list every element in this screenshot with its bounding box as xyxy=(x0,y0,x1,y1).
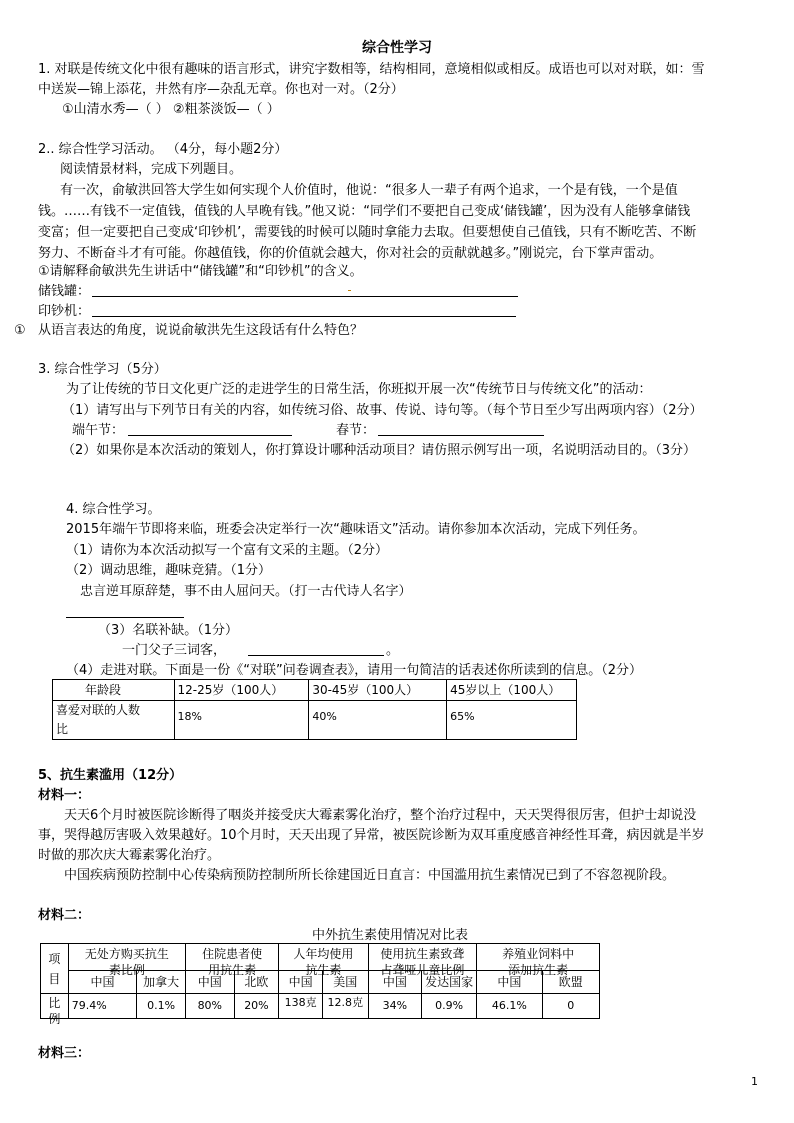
q2-sub-question-2-mark: ① xyxy=(14,323,26,338)
cell-value: 138克 xyxy=(284,996,317,1009)
q3-heading: 3. 综合性学习（5分） xyxy=(38,362,167,377)
table-row-label xyxy=(53,701,175,740)
group-header-line-2: 添加抗生素 xyxy=(508,963,569,977)
table-cell: 0.1% xyxy=(137,994,186,1019)
group-header-line-1: 无处方购买抗生 xyxy=(84,947,169,961)
table-country-cell: 美国 xyxy=(322,971,368,994)
q4-task-3: （3）名联补缺。（1分） xyxy=(98,623,239,638)
table-group-header xyxy=(368,944,477,977)
group-header-line-1: 人年均使用 xyxy=(293,947,354,961)
table-cell xyxy=(322,994,368,1019)
q1-prompts: ①山清水秀—（ ） ②粗茶淡饭—（ ） xyxy=(62,102,280,117)
q2-label-printing-press: 印钞机： xyxy=(38,304,91,319)
group-header-line-2: 占聋哑儿童比例 xyxy=(380,963,465,977)
q5-material-1-line-2: 事，哭得越厉害吸入效果越好。10个月时，天天出现了异常，被医院诊断为双耳重度感音神经性耳聋，病因就是半岁 xyxy=(38,828,705,843)
table-country-cell: 中国 xyxy=(477,971,542,994)
q4-couplet-end: 。 xyxy=(386,643,400,658)
q2-intro: 阅读情景材料，完成下列题目。 xyxy=(60,162,243,177)
table-country-cell: 中国 xyxy=(368,971,422,994)
q2-paragraph-line-4: 努力、不断奋斗才有可能。你越值钱，你的价值就会越大，你对社会的贡献就越多。”刚说完，台下掌声雷动。 xyxy=(38,246,663,261)
q5-heading: 5、抗生素滥用（12分） xyxy=(38,768,183,783)
table-cell: 65% xyxy=(447,701,577,740)
table-cell: 0 xyxy=(542,994,599,1019)
q5-material-1-label: 材料一： xyxy=(38,788,91,803)
table-country-cell xyxy=(422,971,477,994)
q4-couplet-answer-line[interactable] xyxy=(248,655,384,656)
group-header-line-2: 素比例 xyxy=(108,963,145,977)
table-group-header xyxy=(68,944,185,977)
table-country-cell: 中国 xyxy=(279,971,323,994)
q4-task-2: （2）调动思维，趣味竞猜。（1分） xyxy=(66,563,272,578)
q2-paragraph-line-3: 变富；但一定要把自己变成‘印钞机’，需要钱的时候可以随时拿能力去取。但要想使自己值钱，只有不断吃苦、不断 xyxy=(38,225,697,240)
group-header-line-2: 抗生素 xyxy=(305,963,342,977)
table-item-header xyxy=(41,944,69,994)
q4-riddle-answer-line[interactable] xyxy=(66,617,184,618)
table-cell: 80% xyxy=(186,994,235,1019)
table-ratio-header xyxy=(41,994,69,1026)
row-label-line-1: 喜爱对联的人数 xyxy=(56,703,141,717)
table-cell: 40% xyxy=(309,701,447,740)
group-header-line-1: 使用抗生素致聋 xyxy=(380,947,465,961)
q3-answer-line-dragon-boat[interactable] xyxy=(128,435,292,436)
page-title: 综合性学习 xyxy=(362,40,432,56)
item-header-line-1: 项 xyxy=(48,951,61,966)
q5-material-2-label: 材料二： xyxy=(38,908,91,923)
q3-intro: 为了让传统的节日文化更广泛的走进学生的日常生活，你班拟开展一次“传统节日与传统文化”的活动： xyxy=(66,382,652,397)
q5-table-caption: 中外抗生素使用情况对比表 xyxy=(312,928,469,943)
q2-heading: 2.. 综合性学习活动。 （4分，每小题2分） xyxy=(38,142,288,157)
q3-label-spring-festival: 春节： xyxy=(336,423,376,438)
country-name: 加拿大 xyxy=(143,975,180,989)
table-cell: 0.9% xyxy=(422,994,477,1019)
table-row xyxy=(53,701,577,740)
table-cell: 18% xyxy=(174,701,309,740)
q2-sub-question-1: ①请解释俞敏洪先生讲话中“储钱罐”和“印钞机”的含义。 xyxy=(38,264,363,279)
q2-paragraph-line-1: 有一次，俞敏洪回答大学生如何实现个人价值时，他说：“很多人一辈子有两个追求，一个是有钱，一个是值 xyxy=(60,183,678,198)
table-cell: 79.4% xyxy=(68,994,136,1019)
table-cell: 46.1% xyxy=(477,994,542,1019)
q4-riddle: 忠言逆耳原辞楚，事不由人屈问天。（打一古代诗人名字） xyxy=(80,584,412,599)
q3-sub-question-2: （2）如果你是本次活动的策划人，你打算设计哪种活动项目？请仿照示例写出一项，名说明活动目的。（3分） xyxy=(62,443,697,458)
q2-paragraph-line-2: 钱。……有钱不一定值钱，值钱的人早晚有钱。”他又说：“同学们不要把自己变成‘储钱罐’，因为没有人能够拿储钱 xyxy=(38,204,691,219)
page-number: 1 xyxy=(751,1075,758,1088)
table-header-cell: 45岁以上（100人） xyxy=(447,680,577,701)
group-header-line-2: 用抗生素 xyxy=(208,963,257,977)
table-country-cell: 中国 xyxy=(68,971,136,994)
q3-answer-line-spring-festival[interactable] xyxy=(378,435,544,436)
q4-task-4: （4）走进对联。下面是一份《“对联”问卷调查表》，请用一句简洁的话表述你所读到的信息。（2分） xyxy=(66,663,643,678)
table-country-cell xyxy=(137,971,186,994)
q1-line-1: 1. 对联是传统文化中很有趣味的语言形式，讲究字数相等，结构相同，意境相似或相反。成语也可以对对联，如：雪 xyxy=(38,62,705,77)
q1-line-2: 中送炭—锦上添花，井然有序—杂乱无章。你也对一对。（2分） xyxy=(38,82,404,97)
table-country-cell: 中国 xyxy=(186,971,235,994)
group-header-line-1: 养殖业饲料中 xyxy=(502,947,575,961)
q2-label-piggy-bank: 储钱罐： xyxy=(38,284,91,299)
q3-sub-question-1: （1）请写出与下列节日有关的内容，如传统习俗、故事、传说、诗句等。（每个节日至少写出两项内容）（2分） xyxy=(62,403,703,418)
country-name: 发达国家 xyxy=(425,975,474,989)
cell-value: 12.8克 xyxy=(327,996,364,1009)
table-header-row xyxy=(41,944,600,971)
table-header-cell: 12-25岁（100人） xyxy=(174,680,309,701)
q4-heading: 4. 综合性学习。 xyxy=(66,502,161,517)
table-group-header xyxy=(279,944,368,977)
q2-sub-question-2: 从语言表达的角度，说说俞敏洪先生这段话有什么特色？ xyxy=(38,323,364,338)
table-group-header xyxy=(186,944,279,977)
q2-answer-line-printing-press[interactable] xyxy=(92,316,516,317)
q4-intro: 2015年端午节即将来临，班委会决定举行一次“趣味语文”活动。请你参加本次活动，完成下列任务。 xyxy=(66,522,646,537)
q5-material-1-line-1: 天天6个月时被医院诊断得了咽炎并接受庆大霉素雾化治疗，整个治疗过程中，天天哭得很厉害，但护士却说没 xyxy=(64,808,697,823)
table-country-cell: 欧盟 xyxy=(542,971,599,994)
q4-task-1: （1）请你为本次活动拟写一个富有文采的主题。（2分） xyxy=(66,543,389,558)
q3-label-dragon-boat: 端午节： xyxy=(72,423,125,438)
q5-material-1-line-4: 中国疾病预防控制中心传染病预防控制所所长徐建国近日直言：中国滥用抗生素情况已到了不容忽视阶段。 xyxy=(64,868,676,883)
q5-material-1-line-3: 时做的那次庆大霉素雾化治疗。 xyxy=(38,848,221,863)
q2-answer-line-piggy-bank[interactable] xyxy=(92,296,518,297)
q4-couplet-first-half: 一门父子三词客， xyxy=(122,643,227,658)
table-header-cell: 年龄段 xyxy=(53,680,175,701)
table-cell xyxy=(279,994,323,1019)
ratio-header-line-2: 例 xyxy=(48,1012,61,1026)
table-header-cell: 30-45岁（100人） xyxy=(309,680,447,701)
table-cell: 20% xyxy=(234,994,279,1019)
table-header-row xyxy=(53,680,577,701)
table-cell: 34% xyxy=(368,994,422,1019)
table-country-cell: 北欧 xyxy=(234,971,279,994)
item-header-line-2: 目 xyxy=(48,971,61,986)
table-row xyxy=(41,994,600,1019)
row-label-line-2: 比 xyxy=(56,722,69,736)
ratio-header-line-1: 比 xyxy=(48,996,61,1010)
group-header-line-1: 住院患者使 xyxy=(202,947,263,961)
table-group-header xyxy=(477,944,600,977)
q5-material-3-label: 材料三： xyxy=(38,1046,91,1061)
q4-survey-table xyxy=(52,679,577,740)
q5-comparison-table xyxy=(40,943,600,1026)
stray-mark xyxy=(348,290,351,291)
